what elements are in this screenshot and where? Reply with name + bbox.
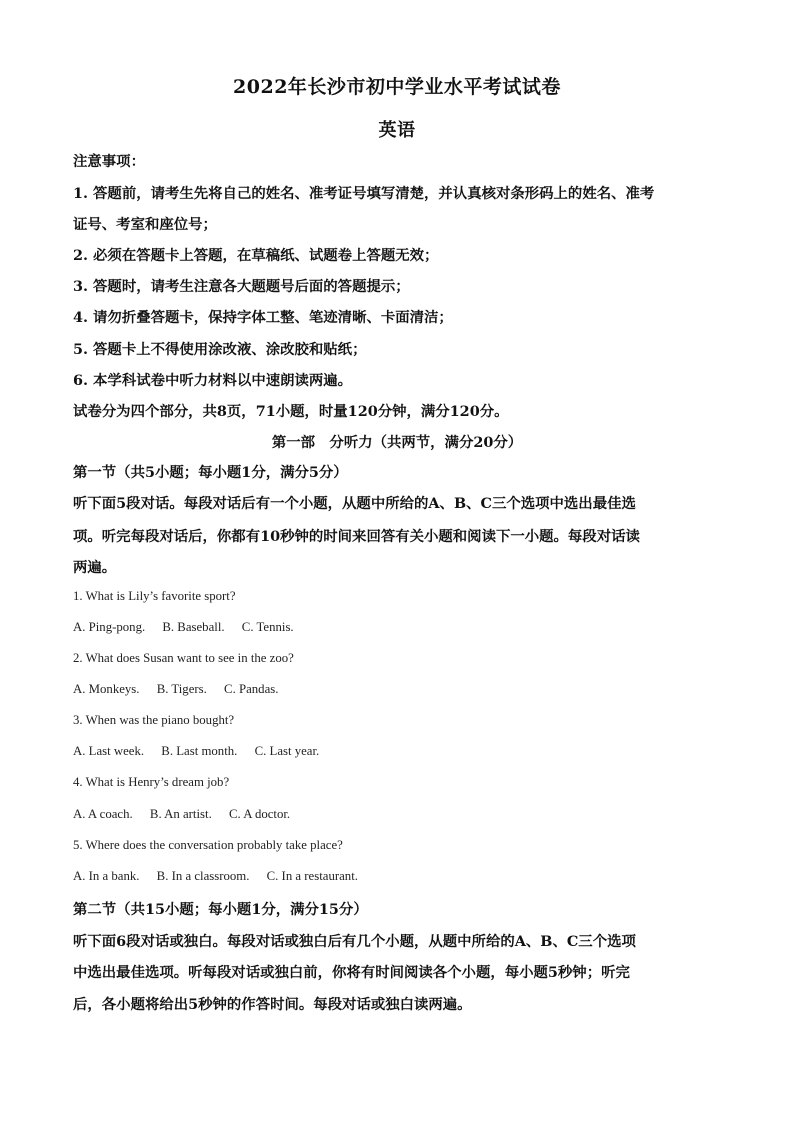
section1-heading: 第一节（共5小题；每小题1分，满分5分） — [73, 464, 348, 481]
option-c: C. Pandas. — [224, 682, 279, 696]
option-b: B. In a classroom. — [156, 869, 250, 883]
section1-instruction: 项。听完每段对话后，你都有10秒钟的时间来回答有关小题和阅读下一小题。每段对话读 — [73, 528, 640, 545]
paper-info: 试卷分为四个部分，共8页，71小题，时量120分钟，满分120分。 — [73, 403, 509, 420]
subject-title: 英语 — [378, 120, 416, 141]
notice-heading: 注意事项： — [73, 153, 145, 170]
section1-instruction: 两遍。 — [73, 559, 117, 576]
exam-title: 2022年长沙市初中学业水平考试试卷 — [233, 76, 561, 98]
question-options — [73, 744, 333, 759]
notice-line: 3. 答题时，请考生注意各大题题号后面的答题提示； — [73, 278, 410, 295]
question-options — [73, 620, 308, 635]
option-b: B. Tigers. — [156, 682, 207, 696]
option-a: A. A coach. — [73, 807, 133, 821]
section2-instruction: 中选出最佳选项。听每段对话或独白前，你将有时间阅读各个小题，每小题5秒钟；听完 — [73, 964, 630, 981]
option-a: A. Last week. — [73, 744, 145, 758]
option-b: B. An artist. — [149, 807, 212, 821]
option-b: B. Last month. — [161, 744, 238, 758]
section2-instruction: 后，各小题将给出5秒钟的作答时间。每段对话或独白读两遍。 — [73, 996, 472, 1013]
option-b: B. Baseball. — [162, 620, 225, 634]
notice-line: 1. 答题前，请考生先将自己的姓名、准考证号填写清楚，并认真核对条形码上的姓名、准考 — [73, 185, 655, 202]
question-text: 1. What is Lily’s favorite sport? — [73, 589, 236, 603]
section1-instruction: 听下面5段对话。每段对话后有一个小题，从题中所给的A、B、C三个选项中选出最佳选 — [73, 495, 636, 512]
section2-instruction: 听下面6段对话或独白。每段对话或独白后有几个小题，从题中所给的A、B、C三个选项 — [73, 933, 636, 950]
question-options — [73, 869, 372, 884]
option-a: A. Monkeys. — [73, 682, 140, 696]
question-text: 5. Where does the conversation probably take place? — [73, 838, 343, 852]
notice-line: 5. 答题卡上不得使用涂改液、涂改胶和贴纸； — [73, 341, 367, 358]
option-c: C. A doctor. — [228, 807, 291, 821]
question-text: 4. What is Henry’s dream job? — [73, 775, 230, 789]
option-a: A. In a bank. — [73, 869, 140, 883]
option-a: A. Ping-pong. — [73, 620, 146, 634]
question-text: 3. When was the piano bought? — [73, 713, 235, 727]
part-title: 第一部 分听力（共两节，满分20分） — [271, 434, 523, 451]
notice-line: 证号、考室和座位号； — [73, 216, 217, 233]
notice-line: 2. 必须在答题卡上答题，在草稿纸、试题卷上答题无效； — [73, 247, 439, 264]
question-text: 2. What does Susan want to see in the zoo? — [73, 651, 294, 665]
notice-line: 6. 本学科试卷中听力材料以中速朗读两遍。 — [73, 372, 353, 389]
option-c: C. Last year. — [254, 744, 320, 758]
question-options — [73, 682, 292, 697]
notice-line: 4. 请勿折叠答题卡，保持字体工整、笔迹清晰、卡面清洁； — [73, 309, 453, 326]
option-c: C. In a restaurant. — [266, 869, 358, 883]
option-c: C. Tennis. — [241, 620, 294, 634]
question-options — [73, 807, 304, 822]
section2-heading: 第二节（共15小题；每小题1分，满分15分） — [73, 901, 368, 918]
